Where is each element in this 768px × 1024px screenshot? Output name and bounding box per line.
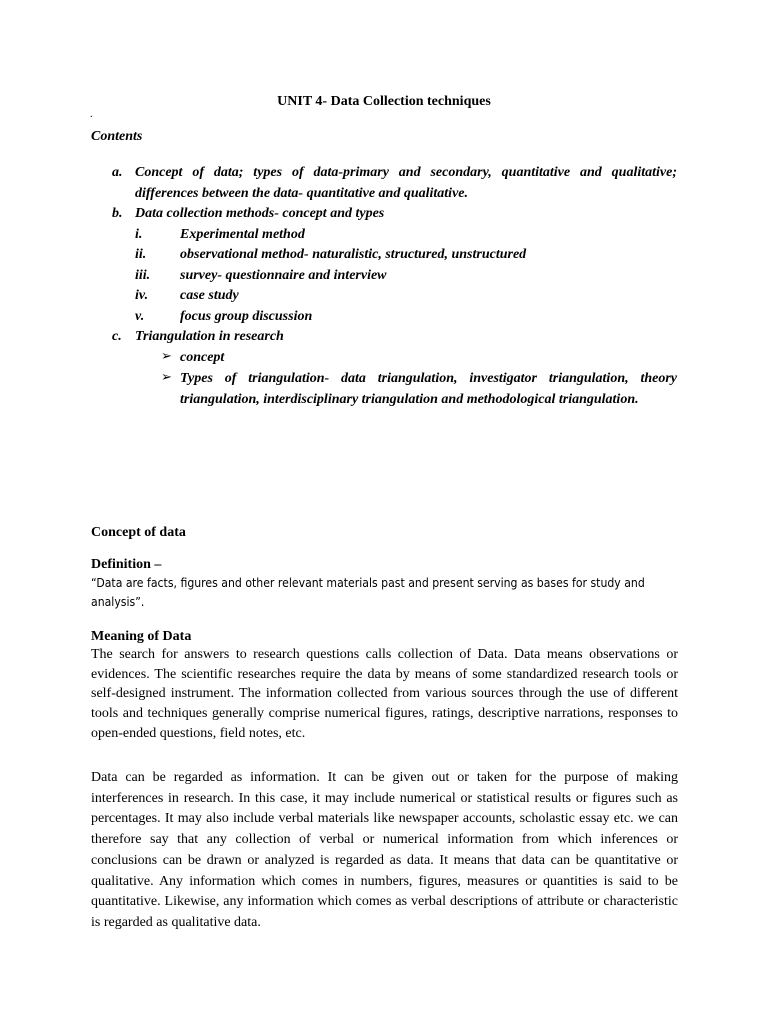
page-title: UNIT 4- Data Collection techniques bbox=[277, 94, 491, 109]
meaning-heading: Meaning of Data bbox=[91, 629, 192, 644]
outline-marker-a: a. bbox=[112, 165, 123, 180]
outline-item-b: Data collection methods- concept and types bbox=[135, 206, 385, 221]
subitem-marker: i. bbox=[135, 227, 143, 242]
outline-item-c: Triangulation in research bbox=[135, 329, 284, 344]
subitem-marker: iii. bbox=[135, 268, 151, 283]
subitem-text: focus group discussion bbox=[180, 309, 313, 324]
outline-item-a: Concept of data; types of data-primary and secondary, quantitative and qualitative; differences between the data- quantitative and qualitative. bbox=[135, 165, 677, 201]
subitem-text: Experimental method bbox=[180, 227, 305, 242]
bullet-text: concept bbox=[180, 350, 225, 365]
arrow-bullet-icon: ➢ bbox=[161, 370, 172, 385]
information-paragraph: Data can be regarded as information. It can be given out or taken for the purpose of making interferences in research. In this case, it may include numerical or statistical results or figures such as percentages. It may also include verbal materials like newspaper accounts, scholastic essay etc. we can therefore say that any collection of verbal or numerical information from which inferences or conclusions can be drawn or analyzed is regarded as data. It means that data can be quantitative or qualitative. Any information which comes in numbers, figures, measures or quantities is said to be quantitative. Likewise, any information which comes as verbal descriptions of attribute or characteristic is regarded as qualitative data. bbox=[91, 770, 678, 930]
definition-heading: Definition – bbox=[91, 557, 162, 572]
outline-marker-b: b. bbox=[112, 206, 123, 221]
bullet-text: Types of triangulation- data triangulation, investigator triangulation, theory triangulation, interdisciplinary triangulation and methodological triangulation. bbox=[180, 371, 677, 407]
outline-marker-c: c. bbox=[112, 329, 122, 344]
stray-mark: . bbox=[90, 109, 93, 120]
subitem-marker: v. bbox=[135, 309, 145, 324]
subitem-text: case study bbox=[180, 288, 239, 303]
meaning-paragraph: The search for answers to research questions calls collection of Data. Data means observations or evidences. The scientific researches require the data by means of some standardized research tools or self-designed instrument. The information collected from various sources through the use of different tools and techniques generally comprise numerical figures, ratings, descriptive narrations, responses to open-ended questions, field notes, etc. bbox=[91, 647, 678, 741]
concept-heading: Concept of data bbox=[91, 525, 186, 540]
contents-heading: Contents bbox=[91, 129, 143, 144]
subitem-marker: ii. bbox=[135, 247, 147, 262]
subitem-text: observational method- naturalistic, structured, unstructured bbox=[180, 247, 527, 262]
subitem-text: survey- questionnaire and interview bbox=[180, 268, 387, 283]
arrow-bullet-icon: ➢ bbox=[161, 349, 172, 364]
subitem-marker: iv. bbox=[135, 288, 149, 303]
definition-quote: “Data are facts, figures and other relevant materials past and present serving as bases for study and analysis”. bbox=[91, 576, 645, 609]
